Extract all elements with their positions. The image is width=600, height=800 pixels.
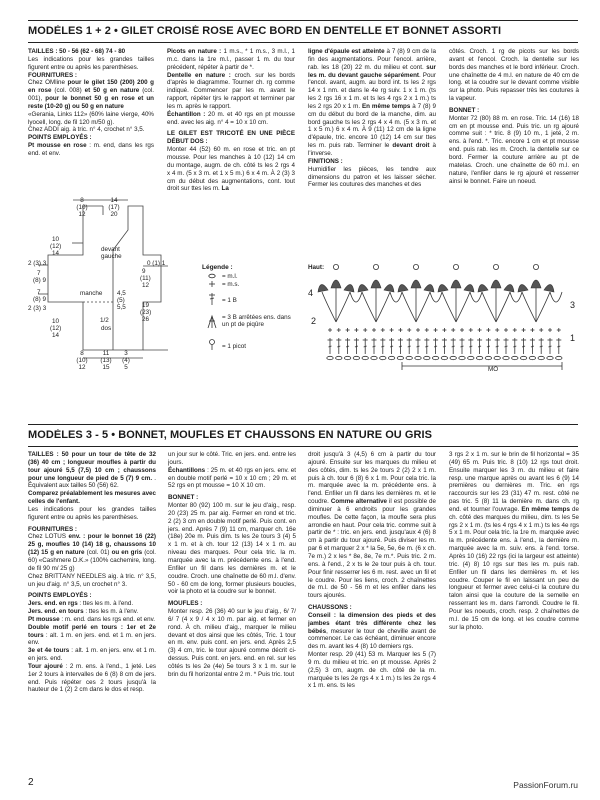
paragraph: Pt mousse : m. end. dans les rgs end. et env. [28,615,156,623]
petal [464,284,474,292]
paragraph: BONNET : [168,494,199,502]
chain-stitch [406,356,412,359]
diagram-mo-label: MO [488,366,499,373]
paragraph: Tour ajouré : 2 m. ens. à l'end., 1 jeté. Les 1er 2 tours à intervalles de 6 (8) 8 cm de jers. end. Puis répéter ces 2 tours jusqu'à la hauteur de 1 (2) 2 cm dans le dos et resp. [28,662,156,694]
watermark: PassionForum.ru [513,780,578,790]
chain-stitch [529,356,535,359]
fan-stroke [362,292,376,322]
fan-stroke [322,292,336,322]
paragraph: Jers. end. en tours : ttes les m. à l'env. [28,608,139,616]
picot [453,264,458,269]
schematic-bottom-7: 3 [124,350,128,357]
double-crochet-cross [557,346,560,347]
paragraph: Les indications pour les grandes tailles figurent entre ou après les parenthèses. [28,505,156,521]
chain-stitch [503,356,509,359]
chain-stitch [432,356,438,359]
fan-stroke [416,292,430,322]
schematic-left-11: (12) [50,325,62,332]
paragraph: FOURNITURES : [28,525,77,533]
section1-bottom-rule [28,42,578,43]
page-number: 2 [28,777,34,788]
chain-stitch [556,356,562,359]
schematic-left-8: (8) 9 [33,296,46,303]
paragraph: Comparez préalablement les mesures avec celles de l'enfant. [28,490,156,506]
double-crochet-cross [505,346,508,347]
schematic-bottom-9: 5 [124,364,128,371]
double-crochet-cross [443,346,446,347]
chain-stitch [336,356,342,359]
petal [384,284,394,292]
petal [478,284,488,292]
chain-stitch [494,356,500,359]
section2-title: MODÈLES 3 - 5 • BONNET, MOUFLES ET CHAUSSONS EN NATURE OU GRIS [28,429,433,441]
chain-stitch [485,356,491,359]
schematic-top-left-1: 8 [80,197,84,204]
double-crochet-cross [337,346,340,347]
section2-col1 [28,451,156,773]
fan-stroke [376,292,390,322]
paragraph: Chez LOTUS env. : pour le bonnet 16 (22) 25 g, moufles 10 (14) 18 g, chaussons 10 (12) 15 g en nature (col. 01) ou en gris (col. 60) «Cashmere D.K.» (100% cachemire, long. de fil 90 m/ 25 g) [28,533,156,572]
chain-arc [510,292,522,302]
chain-stitch [476,356,482,359]
schematic-right-2: 9 [142,268,146,275]
fan-stroke [336,292,350,322]
paragraph: Picots en nature : 1 m.s., * 1 m.s., 3 m.l., 1 m.c. dans la 1re m.l., passer 1 m. du tour précédent, répéter à partir de *. [167,48,295,71]
schematic-inner-55: 5,5 [117,304,126,311]
petal [504,284,514,292]
chain-arc [390,292,402,302]
diagram-row3: 3 [570,300,576,310]
paragraph: Monter resp. 26 (36) 40 sur le jeu d'aig., 6/ 7/ 6/ 7 (4 x 9 / 4 x 10 m. par aig. et fermer en rond. À ch. milieu d'aig., marquer le milieu devant et dos ainsi que les côtés, Tric. 1 tour en m. env. puis cont. en jers. end. Après 2,5 (3) 4 cm, tric. le tour ajouré comme décrit ci-dessus. Puis cont. en jers. end. en rel. sur les côtés ts les 2e (4e) 5e tours 3 x 1 m. sur le brin du fil horizontal entre 2 m. * Puis tric. tout [168,608,296,678]
section2-bottom-rule [28,446,578,447]
fan-stroke [456,292,470,322]
schematic-left-9: 2 (3) 3 [28,305,47,312]
paragraph: Double motif perlé en tours : 1er et 2e tours : alt. 1 m. en jers. end. et 1 m. en jers. env. [28,623,156,647]
paragraph: FINITIONS : [308,157,343,165]
double-crochet-cross [461,346,464,347]
paragraph: FOURNITURES : [28,71,77,79]
petal [451,280,461,288]
chain-stitch [371,356,377,359]
legend-1b: = 1 B [222,297,237,304]
paragraph: Jers. end. en rgs : ttes les m. à l'end. [28,600,134,608]
schematic-left-6: (8) 9 [33,277,46,284]
paragraph: ligne d'épaule est atteinte à 7 (8) 9 cm de la fin des augmentations. Pour l'encol. arrière, rab. les 18 (20) 22 m. du milieu et cont. sur les m. du devant gauche séparément. Pour l'encol. avant, augm. au bord int. ts les 2 rgs 14 x 1 nm. et dans le 4e rg suiv. 1 x 1 m. (ts les 2 rgs 16 x 1 m. et ts les 4 rgs 2 x 1 m.) ts les 2 rgs 20 x 1 m. En même temps à 7 (8) 9 cm du début du bord de la manche, dim. au bord gauche ts les 2 rgs 4 x 4 m. (5 x 3 m. et 1 x 5 m.) 6 x 4 m. À 9 (11) 12 cm de la ligne d'épaule, tric. encore 10 (12) 14 cm sur ttes les m. puis rab. Terminer le devant droit à l'inverse. [308,48,436,157]
lace-chart-svg [322,262,572,372]
petal [331,280,341,288]
schematic-left-4: 2 (3) 3 [28,260,47,267]
chain-stitch [388,356,394,359]
double-crochet-cross [469,346,472,347]
diagram-row1: 1 [570,333,576,343]
double-crochet-cross [540,346,543,347]
paragraph: Conseil : la dimension des pieds et des jambes étant très différente chez les bébés, mesurer le tour de cheville avant de commencer. Le cas échéant, diminuer encore des m. avant les 4 (8) 10 derniers rgs. [308,611,436,651]
paragraph: Chez OMline pour le gilet 150 (200) 200 g en rose (col. 008) et 50 g en nature (col. 001), pour le bonnet 50 g en rose et un reste (10-20 g) ou 50 g en nature [28,79,154,110]
legend-ms: = m.s. [222,281,240,288]
petal [531,280,541,288]
schematic-left-2: (12) [50,243,62,250]
picot [373,264,378,269]
double-crochet-cross [513,346,516,347]
schematic-half: 1/2 [100,317,109,324]
paragraph: MOUFLES : [168,600,203,608]
picot [333,264,338,269]
paragraph: «Gerania, Links 112» (60% laine vierge, 40% lyocell, long. de fil 120 m/50 g). [28,110,154,126]
legend-ml: = m.l. [222,273,238,280]
picot [493,264,498,269]
double-crochet-cross [346,346,349,347]
paragraph: Monter 44 (52) 60 m. en rose et tric. en pt mousse. Pour les manches à 10 (12) 14 cm du montage, augm. de ch. côté ts les 2 rgs 4 x 4 m. (5 x 3 m. et 1 x 5 m.) 6 x 4 m. À 2 (3) 3 cm du début des augmentations, cont. tout droit sur ttes les m. La [167,146,295,193]
chain-stitch [512,356,518,359]
schematic-right-5: 19 [142,302,150,309]
double-crochet-cross [531,346,534,347]
diagram-row4: 4 [308,288,314,298]
section1-col1 [28,48,154,178]
paragraph: Échantillons : 25 m. et 40 rgs en jers. env. et en double motif perlé = 10 x 10 cm ; 29 m. et 52 rgs en pt mousse = 10 X 10 cm. [168,466,296,490]
paragraph: Échantillon : 20 m. et 40 rgs en pt mousse end. avec les aig. n° 4 = 10 x 10 cm. [167,110,295,126]
paragraph: Les indications pour les grandes tailles figurent entre ou après les parenthèses. [28,55,154,71]
petal [518,284,528,292]
chain-stitch [380,356,386,359]
double-crochet-cross [399,346,402,347]
paragraph: 3e et 4e tours : alt. 1 m. en jers. env. et 1 m. en jers. end. [28,647,156,663]
fan-stroke [496,292,510,322]
schematic-bottom-8: (4) [122,357,130,364]
section2-col2 [168,451,296,773]
paragraph: Chez ADDI aig. à tric. n° 4, crochet n° 3,5. [28,126,145,134]
paragraph: Monter 72 (80) 88 m. en rose. Tric. 14 (16) 18 cm en pt mousse end. Puis tric. un rg ajouré comme suit : * tric. 8 (9) 10 m., 1 jeté, 2 m. ens. à l'end. *. Tric. encore 1 cm et pt mousse end. puis rab. les m. Croch. la dentelle sur ce bord. Fermer la couture arrière au pt de matelas. Croch. une chaînette de 60 m.l. en nature, l'enfiler dans le rg ajouré et resserrer ainsi le bonnet. Faire un noeud. [449,114,579,185]
double-crochet-cross [355,346,358,347]
schematic-bottom-5: (13) [100,357,112,364]
double-crochet-cross [390,346,393,347]
double-crochet-cross [452,346,455,347]
section1-col2 [167,48,295,260]
schematic-left-1: 10 [52,236,60,243]
schematic-bottom-1: 8 [80,350,84,357]
fan-stroke [442,292,456,322]
paragraph: Monter resp. 29 (41) 53 m. Marquer les 5 (7) 9 m. du milieu et tric. en pt mousse. Après 2 (2,5) 3 cm, augm. de ch. côté de la m. marquée ts les 2e rgs 4 x 1 m.) ts les 2e rgs 4 x 1 m. ens. ts les [308,651,436,690]
schematic-left-10: 10 [52,318,60,325]
paragraph: TAILLES : 50 pour un tour de tête de 32 (36) 40 cm ; longueur moufles à partir du tour ajouré 5,5 (7,5) 10 cm ; chaussons pour une longueur de pied de 5 (7) 9 cm. . Équivalent aux tailles 50 (56) 62. [28,451,156,490]
petal [344,284,354,292]
chain-stitch [468,356,474,359]
petal [544,284,554,292]
petal [398,284,408,292]
paragraph: POINTS EMPLOYÉS : [28,592,92,600]
double-crochet-cross [425,346,428,347]
schematic-left-5: 7 [37,270,41,277]
chain-stitch [415,356,421,359]
section1-col3 [308,48,436,260]
paragraph: Monter 80 (92) 100 m. sur le jeu d'aig., resp. 20 (23) 25 m. par aig. Fermer en rond et tric. 2 (2) 3 cm en double motif perlé. Puis cont. en jers. end. Après 7 (9) 11 cm, marquer ch. 16e (18e) 20e m. Puis dim. ts les 2e tours 3 (4) 5 x 1 m. et à ch. tour 12 (13) 14 x 1 m. au niveau des marques. Pour cela tric. la m. marquée avec la m. précédente ens. à l'end. Enfiler un fil dans les dernières m. et le coudre. Croch. une chaînette de 60 m.l. d'env. 50 - 60 cm de long, former plusieurs boucles, voir la photo et la coudre sur le bonnet. [168,502,296,596]
legend-title: Légende : [202,264,233,271]
picot [533,264,538,269]
paragraph: CHAUSSONS : [308,604,352,612]
chain-stitch [353,356,359,359]
chain-arc [430,292,442,302]
schematic-left-7: 7 [37,289,41,296]
schematic-left-3: 14 [52,250,60,257]
section2-top-rule [28,424,578,425]
paragraph: POINTS EMPLOYÉS : [28,134,92,142]
petal [318,284,328,292]
double-crochet-cross [434,346,437,347]
section1-col4 [449,48,579,260]
paragraph: BONNET : [449,106,480,114]
paragraph: droit jusqu'à 3 (4,5) 6 cm à partir du tour ajouré. Ensuite sur les marques du milieu et des côtés, dim. ts les 2e tours 2 (2) 2 x 1 m. puis à ch. tour 6 (8) 6 x 1 m. Pour cela tric. la m. marquée avec la m. précédente ens. à l'end. Enfiler un fil dans les dernières m. et le coudre. Comme alternative il est possible de diminuer à 6 endroits pour les grandes moufles. De cette façon, la moufle sera plus arrondie en haut. Pour cela tric. comme suit à partir de * : tric. en jers. end. jusqu'aux 4 (6) 8 cm à partir du tour ajouré. Puis diviser les m. par 6 et marquer 2 x * la 5e, 5e, 6e m. (6 x ch. 7e m.) 2 x les * 8e, 8e, 7e m.*. Puis tric. 2 m. ens. à l'end., 2 x ts le 2e tour puis à ch. tour. Pour finir resserrer les 6 m. rest. avec un fil et le coudre. Pour les liens, croch. 2 chaînettes de m.l. de 50 - 56 m et les enfiler dans les tours ajourés. [308,451,436,600]
schematic-left-12: 14 [52,332,60,339]
paragraph: Humidifier les pièces, les tendre aux dimensions du patron et les laisser sécher. Fermer les coutures des manches et des [308,165,436,189]
fan-stroke [402,292,416,322]
double-crochet-cross [408,346,411,347]
chain-stitch [520,356,526,359]
double-crochet-cross [478,346,481,347]
legend-3b: = 3 B arrêtées ens. dans un pt de piqûre [222,314,291,328]
schematic-right-4: 12 [142,282,150,289]
schematic-manche: manche [80,290,103,297]
fan-stroke [522,292,536,322]
double-crochet-cross [549,346,552,347]
section1-top-rule [28,20,578,21]
section2-col4 [449,451,579,773]
legend-picot: = 1 picot [222,343,246,350]
schematic-bottom-2: (10) [76,357,88,364]
chain-stitch [459,356,465,359]
chain-stitch [344,356,350,359]
petal [371,280,381,288]
schematic-top-right-3: 20 [110,211,118,218]
schematic-top-right-2: (17) [108,204,120,211]
schematic-bottom-3: 12 [78,364,86,371]
section2-col3 [308,451,436,773]
schematic-dos: dos [101,325,112,332]
diagram-row2: 2 [311,316,317,326]
chain-stitch [538,356,544,359]
schematic-inner-45: 4,5 [117,290,126,297]
chain-stitch [547,356,553,359]
section1-title: MODÈLES 1 + 2 • GILET CROISÉ ROSE AVEC BORD EN DENTELLE ET BONNET ASSORTI [28,25,502,37]
double-crochet-cross [364,346,367,347]
schematic-gauche: gauche [101,253,122,260]
double-crochet-cross [496,346,499,347]
petal [358,284,368,292]
schematic-right-3: (11) [140,275,151,282]
paragraph: Pt mousse en rose : m. end, dans les rgs end. et env. [28,142,154,157]
double-crochet-cross [329,346,332,347]
petal [438,284,448,292]
chain-stitch [397,356,403,359]
chain-stitch [441,356,447,359]
chain-arc [550,292,562,302]
paragraph: LE GILET EST TRICOTÉ EN UNE PIÈCE DÉBUT DOS : [167,130,295,146]
double-crochet-cross [417,346,420,347]
paragraph: Dentelle en nature : croch. sur les bords d'après le diagramme. Tourner ch. rg comme indiqué. Commencer par les m. avant le rapport, répéter tjrs le rapport et terminer par les m. après le rapport. [167,71,295,110]
chain-stitch [424,356,430,359]
double-crochet-cross [373,346,376,347]
picot [413,264,418,269]
double-crochet-cross [487,346,490,347]
schematic-bottom-4: 11 [102,350,110,357]
schematic-bottom-6: 15 [102,364,110,371]
chain-arc [350,292,362,302]
double-crochet-cross [522,346,525,347]
paragraph: 3 rgs 2 x 1 m. sur le brin de fil horizontal = 35 (49) 65 m. Puis tric. 8 (10) 12 rgs tout droit. Ensuite marquer les 3 m. du milieu et faire resp. une marque après ou avant les 6 (9) 14 premières ou dernières m. Tric. en rgs raccourcis sur les 23 (31) 47 m. rest. côté ne pas tric. 5 (8) 11 la dernière m. dans ch. rg end. et tourner l'ouvrage. En même temps de ch. côté des marques du milieu, dim. ts les 5e rgs 2 x 1 m. (ts les 4 rgs 4 x 1 m.) ts les 4e rgs 5 x 1 m. Pour cela tric. la 1re m. marquée avec la m. précédente ens. à l'end., la dernière m. marquée avec la m. suiv. ens. à l'end. torse. Après 10 (16) 22 rgs (ici la largeur est atteinte) tric. (4) 8) 10 rgs sur ttes les m. puis rab. Enfiler un fil dans les dernières m. et les coudre. Couper le fil en laissant un peu de longueur et fermer avec celui-ci la couture du talon ainsi que la couture de la semelle en resserrant les m. dans l'arrondi. Coudre le fil. Pour les noeuds, croch. resp. 2 chaînettes de m.l. de 15 cm de long. et les coudre comme sur la photo. [449,451,579,631]
schematic-top-right-1: 14 [110,197,118,204]
diagram-haut-label: Haut: [308,264,325,271]
chain-arc [470,292,482,302]
schematic-right-7: 26 [142,316,150,323]
schematic-devant: devant [101,246,120,253]
schematic-top-left-2: (10) [76,204,88,211]
petal [491,280,501,288]
schematic-right-1: 0 (1) 1 [147,260,166,267]
double-crochet-cross [381,346,384,347]
chain-stitch [450,356,456,359]
schematic-inner-5: (5) [117,297,125,304]
paragraph: Chez BRITTANY NEEDLES aig. à tric. n° 3,5, un jeu d'aig. n° 3,5, un crochet n° 3. [28,572,156,588]
fan-stroke [536,292,550,322]
paragraph: TAILLES : 50 - 56 (62 - 68) 74 - 80 [28,48,126,55]
paragraph: côtés. Croch. 1 rg de picots sur les bords avant et l'encol. Croch. la dentelle sur les bords des manches et le bord inférieur. Croch. une chaînette de 4 m.l. en nature de 40 cm de long. et la coudre sur le devant comme visible sur la photo. Puis repasser très les coutures à la vapeur. [449,48,579,103]
paragraph: un jour sur le côté. Tric. en jers. end. entre les jours. [168,451,296,466]
fan-stroke [482,292,496,322]
petal [424,284,434,292]
schematic-top-left-3: 12 [78,211,86,218]
chain-stitch [362,356,368,359]
schematic-right-6: (23) [140,309,152,316]
petal [411,280,421,288]
chain-stitch [327,356,333,359]
